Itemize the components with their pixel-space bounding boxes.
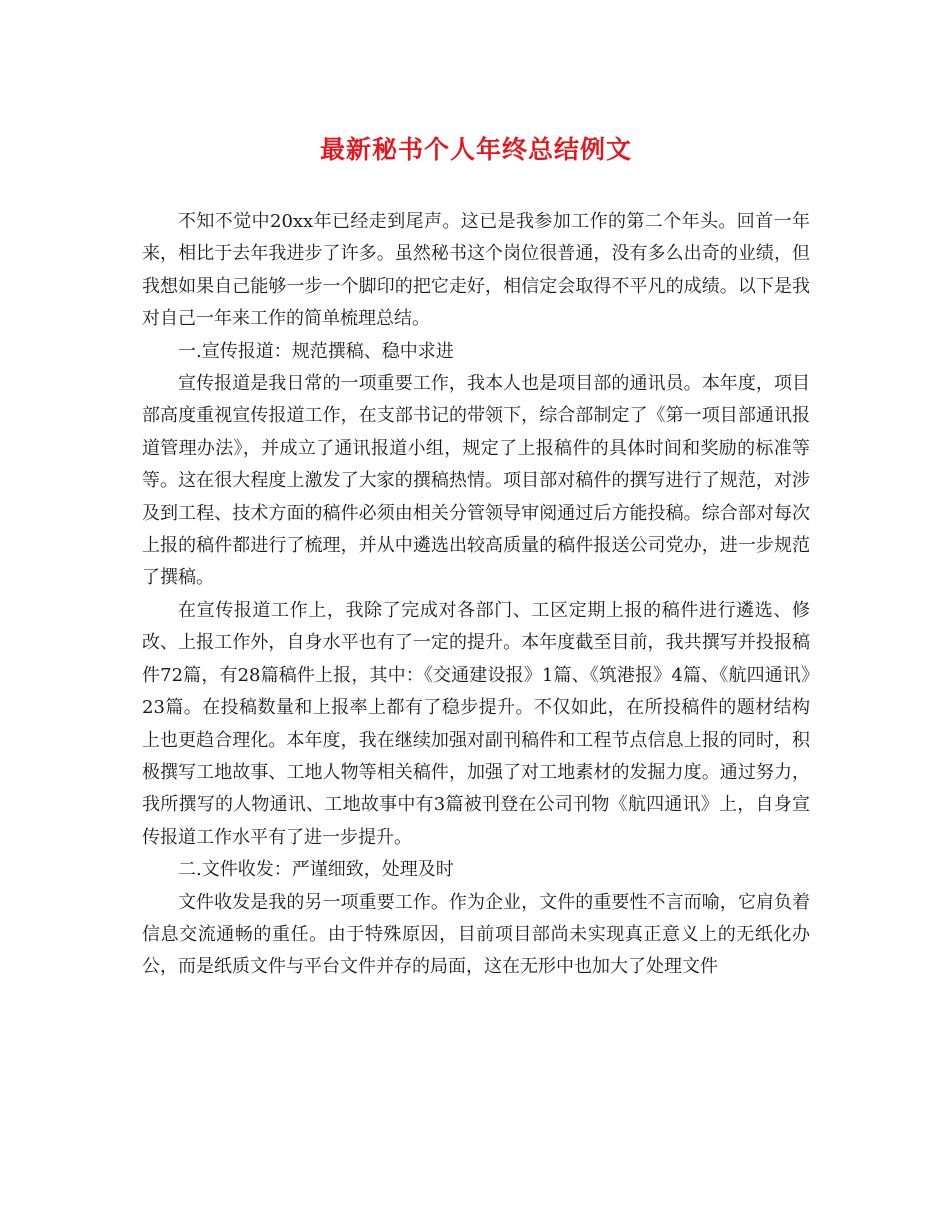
document-body <box>142 206 810 984</box>
paragraph-documents-1: 文件收发是我的另一项重要工作。作为企业，文件的重要性不言而喻，它肩负着信息交流通畅的重任。由于特殊原因，目前项目部尚未实现真正意义上的无纸化办公，而是纸质文件与平台文件并存的局面，这在无形中也加大了处理文件 <box>142 891 810 978</box>
section-heading-documents: 二.文件收发：严谨细致，处理及时 <box>178 859 454 881</box>
section-heading-publicity: 一.宣传报道：规范撰稿、稳中求进 <box>178 340 454 362</box>
paragraph-publicity-2: 在宣传报道工作上，我除了完成对各部门、工区定期上报的稿件进行遴选、修改、上报工作外，自身水平也有了一定的提升。本年度截至目前，我共撰写并投报稿件72篇，有28篇稿件上报，其中：《交通建设报》1篇、《筑港报》4篇、《航四通讯》23篇。在投稿数量和上报率上都有了稳步提升。不仅如此，在所投稿件的题材结构上也更趋合理化。本年度，我在继续加强对副刊稿件和工程节点信息上报的同时，积极撰写工地故事、工地人物等相关稿件，加强了对工地素材的发掘力度。通过努力，我所撰写的人物通讯、工地故事中有3篇被刊登在公司刊物《航四通讯》上，自身宣传报道工作水平有了进一步提升。 <box>142 599 810 848</box>
document-page <box>142 130 810 984</box>
paragraph-intro: 不知不觉中20xx年已经走到尾声。这已是我参加工作的第二个年头。回首一年来，相比于去年我进步了许多。虽然秘书这个岗位很普通，没有多么出奇的业绩，但我想如果自己能够一步一个脚印的把它走好，相信定会取得不平凡的成绩。以下是我对自己一年来工作的简单梳理总结。 <box>142 211 810 330</box>
paragraph-publicity-1: 宣传报道是我日常的一项重要工作，我本人也是项目部的通讯员。本年度，项目部高度重视宣传报道工作，在支部书记的带领下，综合部制定了《第一项目部通讯报道管理办法》，并成立了通讯报道小组，规定了上报稿件的具体时间和奖励的标准等等。这在很大程度上激发了大家的撰稿热情。项目部对稿件的撰写进行了规范，对涉及到工程、技术方面的稿件必须由相关分管领导审阅通过后方能投稿。综合部对每次上报的稿件都进行了梳理，并从中遴选出较高质量的稿件报送公司党办，进一步规范了撰稿。 <box>142 373 810 589</box>
document-title: 最新秘书个人年终总结例文 <box>319 135 632 164</box>
